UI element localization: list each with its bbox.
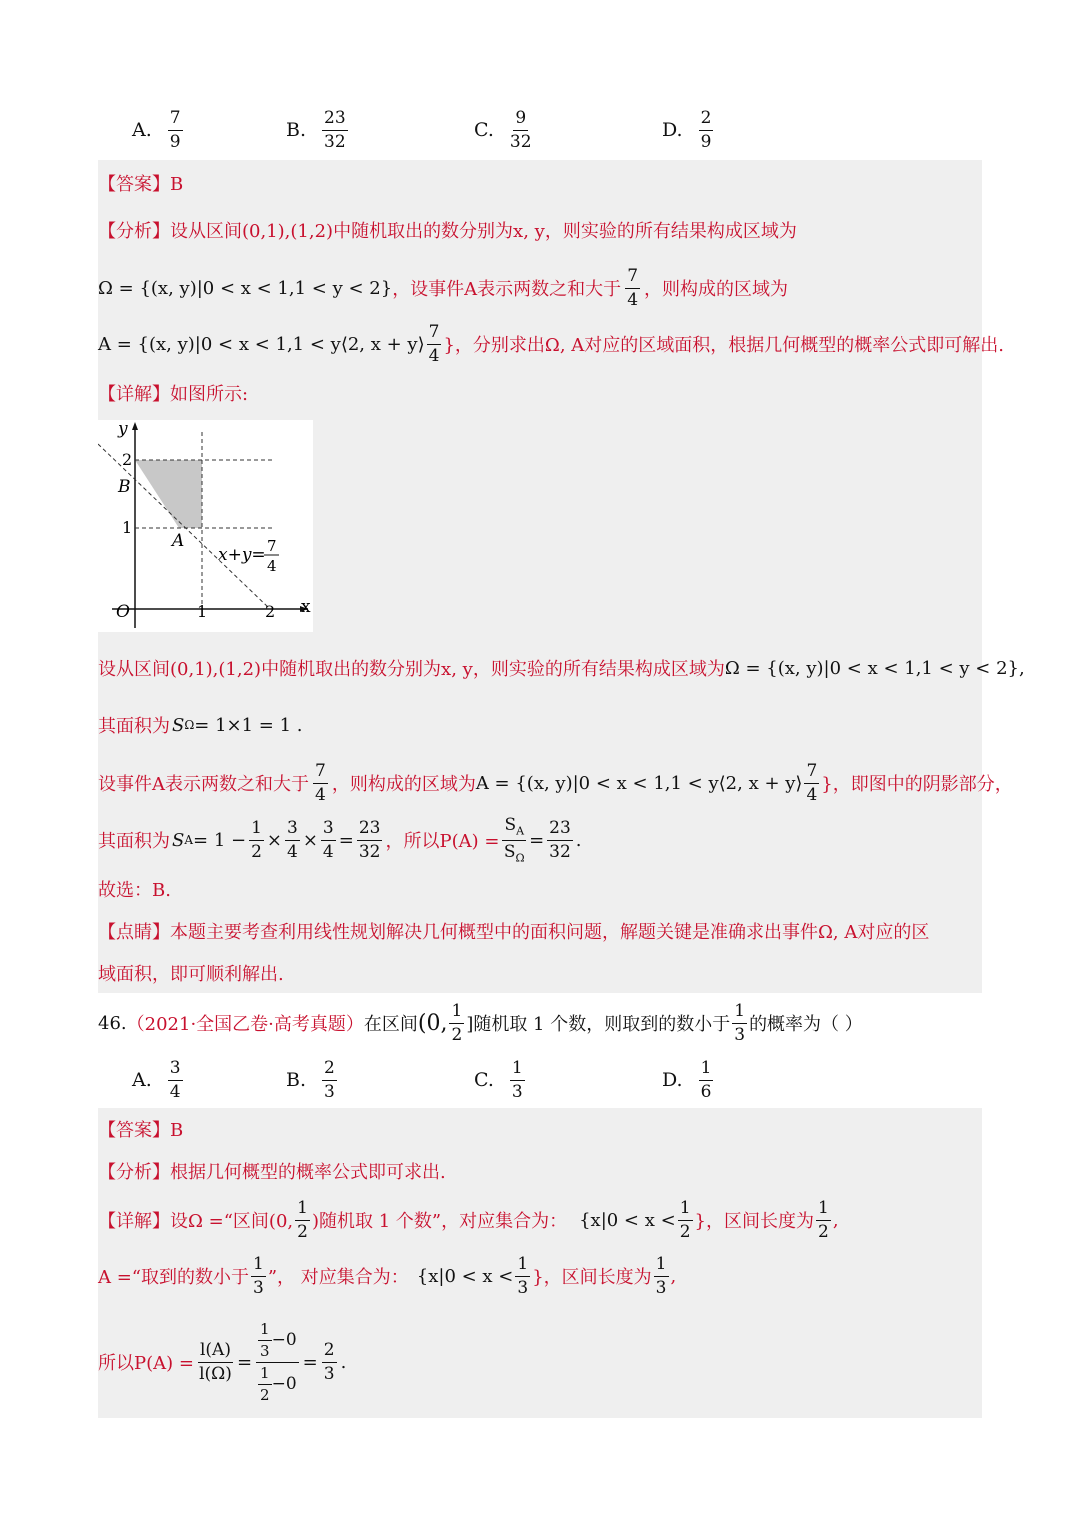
option-fraction: $\frac{23}{32}$ (324, 107, 346, 152)
q46-option-c[interactable]: C. $\frac{1}{3}$ (474, 1057, 523, 1102)
tick-y-1: 1 (122, 518, 133, 537)
q45-body-line-4: 其面积为 S A = 1 − $\frac{1}{2}$ × $\frac{3}{4}$ × $\frac{3}{4}$ = $\frac{23}{32}$ ，所以P(A) = $\frac{S_A}{S_\Omega}$ = $\frac{23}{32}$ . (98, 815, 582, 864)
option-label: C. (474, 119, 494, 141)
q45-comment-line-2: 域面积，即可顺利解出. (98, 964, 284, 985)
q46-stem: 46. （2021·全国乙卷·高考真题） 在区间 (0, $\frac{1}{2}$ ]随机取 1 个数，则取到的数小于 $\frac{1}{3}$ 的概率为（ ） (98, 1000, 863, 1045)
q46-detail-line-3: 所以P(A) = $\frac{l(A)}{l(\Omega)}$ = $\frac{1}{3}$ −0 $\frac{1}{2}$ −0 = $\frac{2}{3}$ . (98, 1319, 347, 1404)
q45-choose: 故选：B. (98, 880, 171, 901)
tick-x-1: 1 (197, 602, 208, 621)
option-label: A. (132, 119, 152, 141)
q45-body-line-1: 设从区间(0,1),(1,2)中随机取出的数分别为x, y，则实验的所有结果构成区域为 Ω = {(x, y)|0 < x < 1,1 < y < 2}, (98, 657, 1025, 680)
q45-option-d[interactable] (662, 100, 713, 160)
q45-option-c[interactable] (474, 100, 532, 160)
q45-comment-line-1: 【点睛】 本题主要考查利用线性规划解决几何概型中的面积问题，解题关键是准确求出事件Ω, A对应的区 (98, 922, 930, 943)
q46-analysis: 【分析】 根据几何概型的概率公式即可求出. (98, 1162, 446, 1183)
q45-option-b[interactable] (286, 100, 348, 160)
q45-answer: 【答案】B (98, 174, 184, 195)
q46-option-b[interactable]: B. $\frac{2}{3}$ (286, 1057, 335, 1102)
q45-analysis-line-1: 【分析】 设从区间(0,1),(1,2)中随机取出的数分别为x, y，则实验的所有结果构成区域为 (98, 221, 797, 242)
q46-detail-line-2: A =“取到的数小于 $\frac{1}{3}$ ”， 对应集合为： {x|0 < x < $\frac{1}{3}$ }，区间长度为 $\frac{1}{3}$ , (98, 1253, 677, 1298)
y-axis-arrow (132, 422, 138, 430)
label-B: B (118, 477, 131, 497)
tick-y-2: 2 (122, 450, 133, 469)
q45-figure (98, 420, 313, 632)
shaded-region (135, 460, 202, 528)
tick-x-2: 2 (265, 602, 276, 621)
label-x: x (301, 597, 311, 617)
region-diagram (98, 420, 313, 632)
eq-numerator: 7 (267, 537, 277, 555)
q45-body-line-3: 设事件A表示两数之和大于 $\frac{7}{4}$ ，则构成的区域为 A = {(x, y)|0 < x < 1,1 < y⟨2, x + y⟩ $\frac{7}{4}$ }，即图中的阴影部分， (98, 760, 1013, 805)
q45-analysis-line-3: A = {(x, y)|0 < x < 1,1 < y⟨2, x + y⟩ $\frac{7}{4}$ }，分别求出Ω, A对应的区域面积，根据几何概型的概率公式即可解出. (98, 321, 1004, 366)
q46-option-a[interactable]: A. $\frac{3}{4}$ (132, 1057, 181, 1102)
label-y: y (118, 420, 128, 439)
label-equation: x+y= (218, 545, 266, 565)
label-origin: O (116, 602, 130, 622)
q45-solution-panel (98, 160, 1025, 993)
q45-options (0, 100, 1080, 160)
option-fraction: $\frac{9}{32}$ (509, 107, 532, 152)
option-fraction: $\frac{7}{9}$ (169, 107, 181, 152)
q45-body-line-2: 其面积为 S Ω = 1×1 = 1 . (98, 714, 303, 737)
label-A: A (172, 531, 185, 551)
q46-solution-panel (98, 1108, 982, 1418)
option-fraction: $\frac{2}{9}$ (700, 107, 712, 152)
q46-options (0, 1050, 1080, 1110)
q45-detail-line: 【详解】 如图所示: (98, 384, 249, 405)
q45-option-a[interactable] (132, 100, 183, 160)
eq-denominator: 4 (267, 557, 277, 575)
option-label: D. (662, 119, 683, 141)
option-label: B. (286, 119, 307, 141)
q46-detail-line-1: 【详解】 设Ω =“区间(0, $\frac{1}{2}$ )随机取 1 个数”，对应集合为： {x|0 < x < $\frac{1}{2}$ }，区间长度为 $\frac{1}{2}$ , (98, 1197, 839, 1242)
q46-answer: 【答案】B (98, 1120, 184, 1141)
q45-analysis-line-2: Ω = {(x, y)|0 < x < 1,1 < y < 2} ，设事件A表示两数之和大于 $\frac{7}{4}$ ，则构成的区域为 (98, 265, 789, 310)
q46-option-d[interactable]: D. $\frac{1}{6}$ (662, 1057, 712, 1102)
